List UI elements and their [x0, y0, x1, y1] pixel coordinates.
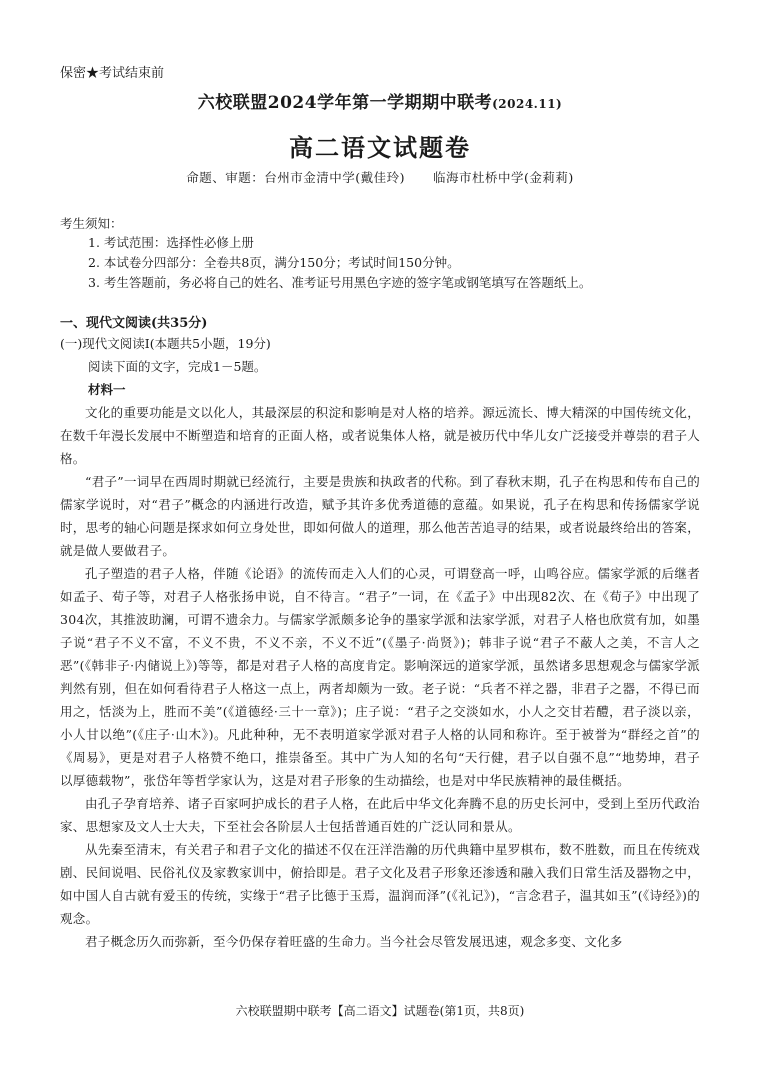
section-subheading: (一)现代文阅读Ⅰ(本题共5小题，19分)	[60, 336, 271, 351]
notice-item: 2. 本试卷分四部分：全卷共8页，满分150分；考试时间150分钟。	[88, 255, 460, 270]
page-footer: 六校联盟期中联考【高二语文】试题卷(第1页，共8页)	[235, 1004, 525, 1018]
exam-date: (2024.11)	[492, 97, 563, 111]
passage-paragraph: 文化的重要功能是文以化人，其最深层的积淀和影响是对人格的培养。源远流长、博大精深的中国传统文化，在数千年漫长发展中不断塑造和培育的正面人格，或者说集体人格，就是被历代中华儿女广泛接受并尊崇的君子人格。	[60, 405, 701, 466]
notice-item: 1. 考试范围：选择性必修上册	[88, 235, 254, 250]
author-1: 命题、审题：台州市金清中学(戴佳玲)	[186, 170, 405, 185]
section-heading: 一、现代文阅读(共35分)	[60, 316, 208, 331]
authors-line	[0, 168, 760, 186]
passage-paragraph: 孔子塑造的君子人格，伴随《论语》的流传而走入人们的心灵，可谓登高一呼，山鸣谷应。儒家学派的后继者如孟子、荀子等，对君子人格张扬申说，自不待言。“君子”一词，在《孟子》中出现82次、在《荀子》中出现了304次，其推波助澜，可谓不遗余力。与儒家学派颇多论争的墨家学派和法家学派，对君子人格也欣赏有加，如墨子说“君子不义不富，不义不贵，不义不亲，不义不近”(《墨子·尚贤》)；韩非子说“君子不蔽人之美，不言人之恶”(《韩非子·内储说上》)等等，都是对君子人格的高度肯定。影响深远的道家学派，虽然诸多思想观念与儒家学派判然有别，但在如何看待君子人格这一点上，两者却颇为一致。老子说：“兵者不祥之器，非君子之器，不得已而用之，恬淡为上，胜而不美”(《道德经·三十一章》)；庄子说：“君子之交淡如水，小人之交甘若醴，君子淡以亲，小人甘以绝”(《庄子·山木》)。凡此种种，无不表明道家学派对君子人格的认同和称许。至于被誉为“群经之首”的《周易》，更是对君子人格赞不绝口，推崇备至。其中广为人知的名句“天行健，君子以自强不息”“地势坤，君子以厚德载物”，张岱年等哲学家认为，这是对君子形象的生动描绘，也是对中华民族精神的最佳概括。	[60, 566, 700, 788]
section-instruction: 阅读下面的文字，完成1－5题。	[88, 359, 267, 374]
author-2: 临海市杜桥中学(金莉莉)	[433, 170, 574, 185]
passage-paragraph: “君子”一词早在西周时期就已经流行，主要是贵族和执政者的代称。到了春秋末期，孔子在构思和传布自己的儒家学说时，对“君子”概念的内涵进行改造，赋予其许多优秀道德的意蕴。如果说，孔子在构思和传扬儒家学说时，思考的轴心问题是探求如何立身处世，即如何做人的道理，那么他苦苦追寻的结果，或者说最终给出的答案，就是做人要做君子。	[60, 474, 701, 558]
paper-title: 高二语文试题卷	[289, 133, 471, 162]
passage-paragraph: 由孔子孕育培养、诸子百家呵护成长的君子人格，在此后中华文化奔腾不息的历史长河中，受到上至历代政治家、思想家及文人士大夫，下至社会各阶层人士包括普通百姓的广泛认同和景从。	[60, 796, 700, 834]
exam-title-text: 六校联盟2024学年第一学期期中联考	[197, 93, 493, 113]
notice-heading: 考生须知：	[60, 216, 123, 231]
notice-list	[88, 233, 591, 293]
notice-item: 3. 考生答题前，务必将自己的姓名、准考证号用黑色字迹的签字笔或钢笔填写在答题纸上。	[88, 275, 592, 290]
reading-passage	[60, 401, 700, 953]
material-label: 材料一	[88, 382, 126, 397]
passage-paragraph: 从先秦至清末，有关君子和君子文化的描述不仅在汪洋浩瀚的历代典籍中星罗棋布，数不胜数，而且在传统戏剧、民间说唱、民俗礼仪及家教家训中，俯拾即是。君子文化及君子形象还渗透和融入我们日常生活及器物之中，如中国人自古就有爱玉的传统，实缘于“君子比德于玉焉，温润而泽”(《礼记》)，“言念君子，温其如玉”(《诗经》)的观念。	[60, 842, 701, 926]
exam-title	[0, 88, 760, 113]
confidential-label: 保密★考试结束前	[60, 66, 165, 81]
passage-paragraph: 君子概念历久而弥新，至今仍保存着旺盛的生命力。当今社会尽管发展迅速，观念多变、文化多	[85, 934, 623, 949]
